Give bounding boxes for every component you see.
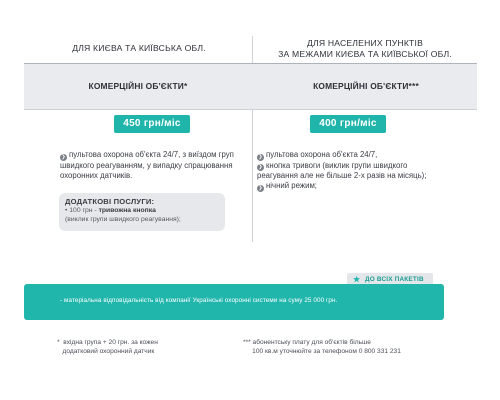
feature-item — [60, 150, 250, 181]
footnote-left — [57, 339, 207, 356]
feature-item — [257, 181, 437, 192]
addons-item-note: (виклик групи швидкого реагування); — [65, 216, 181, 223]
features-right — [257, 150, 437, 192]
footnote-right-line1: *** абонентську плату для об'єктів більше — [243, 339, 371, 346]
feature-text: пультова охорона об'єкта 24/7, з виїздом груп швидкого реагуванням, у випадку спрацювання охоронних датчиків. — [60, 150, 234, 180]
category-row — [24, 64, 477, 110]
addons-item-price: • 100 грн - — [65, 207, 99, 214]
arrow-bullet-icon: ❯ — [258, 164, 263, 170]
price-badge-right: 400 грн/міс — [310, 115, 386, 133]
footnote-left-line2: додатковий охоронний датчик — [57, 347, 155, 355]
feature-text: нічний режим; — [266, 181, 317, 191]
footnote-right-line2: 100 кв.м уточнюйте за телефоном 0 800 331 231 — [243, 347, 401, 355]
feature-item — [257, 161, 437, 182]
features-left — [60, 150, 250, 181]
arrow-bullet-icon: ❯ — [61, 153, 66, 160]
right-column-heading — [250, 38, 480, 60]
addons-title: ДОДАТКОВІ ПОСЛУГИ: — [65, 197, 155, 206]
footnote-right — [243, 339, 463, 356]
category-left: КОМЕРЦІЙНІ ОБ'ЄКТИ* — [88, 81, 188, 91]
feature-text: пультова охорона об'єкта 24/7, — [266, 150, 378, 159]
price-badge-left: 450 грн/міс — [114, 115, 190, 133]
footnote-left-line1: * вхідна група + 20 грн. за кожен — [57, 339, 158, 346]
all-packages-label: ДО ВСІХ ПАКЕТІВ — [365, 276, 424, 283]
category-right: КОМЕРЦІЙНІ ОБ'ЄКТИ*** — [313, 81, 419, 91]
addons-item — [65, 206, 219, 215]
banner-text: - матеріальна відповідальність від компанії Українські охоронні системи на суму 25 000 грн. — [60, 297, 338, 304]
liability-banner — [24, 284, 444, 320]
left-column-heading: ДЛЯ КИЄВА ТА КИЇВСЬКА ОБЛ. — [72, 43, 206, 53]
feature-text: кнопка тривоги (виклик групи швидкого реагування але не більше 2-х разів на місяць); — [257, 160, 427, 180]
right-column-heading-text: ДЛЯ НАСЕЛЕНИХ ПУНКТІВ ЗА МЕЖАМИ КИЄВА ТА КИЇВСЬКОЇ ОБЛ. — [278, 38, 452, 59]
arrow-bullet-icon: ❯ — [258, 184, 263, 191]
arrow-bullet-icon: ❯ — [258, 153, 263, 160]
feature-item — [257, 150, 437, 161]
addons-box — [59, 193, 225, 231]
addons-item-name: тривожна кнопка — [98, 207, 156, 214]
star-icon: ★ — [353, 275, 361, 284]
